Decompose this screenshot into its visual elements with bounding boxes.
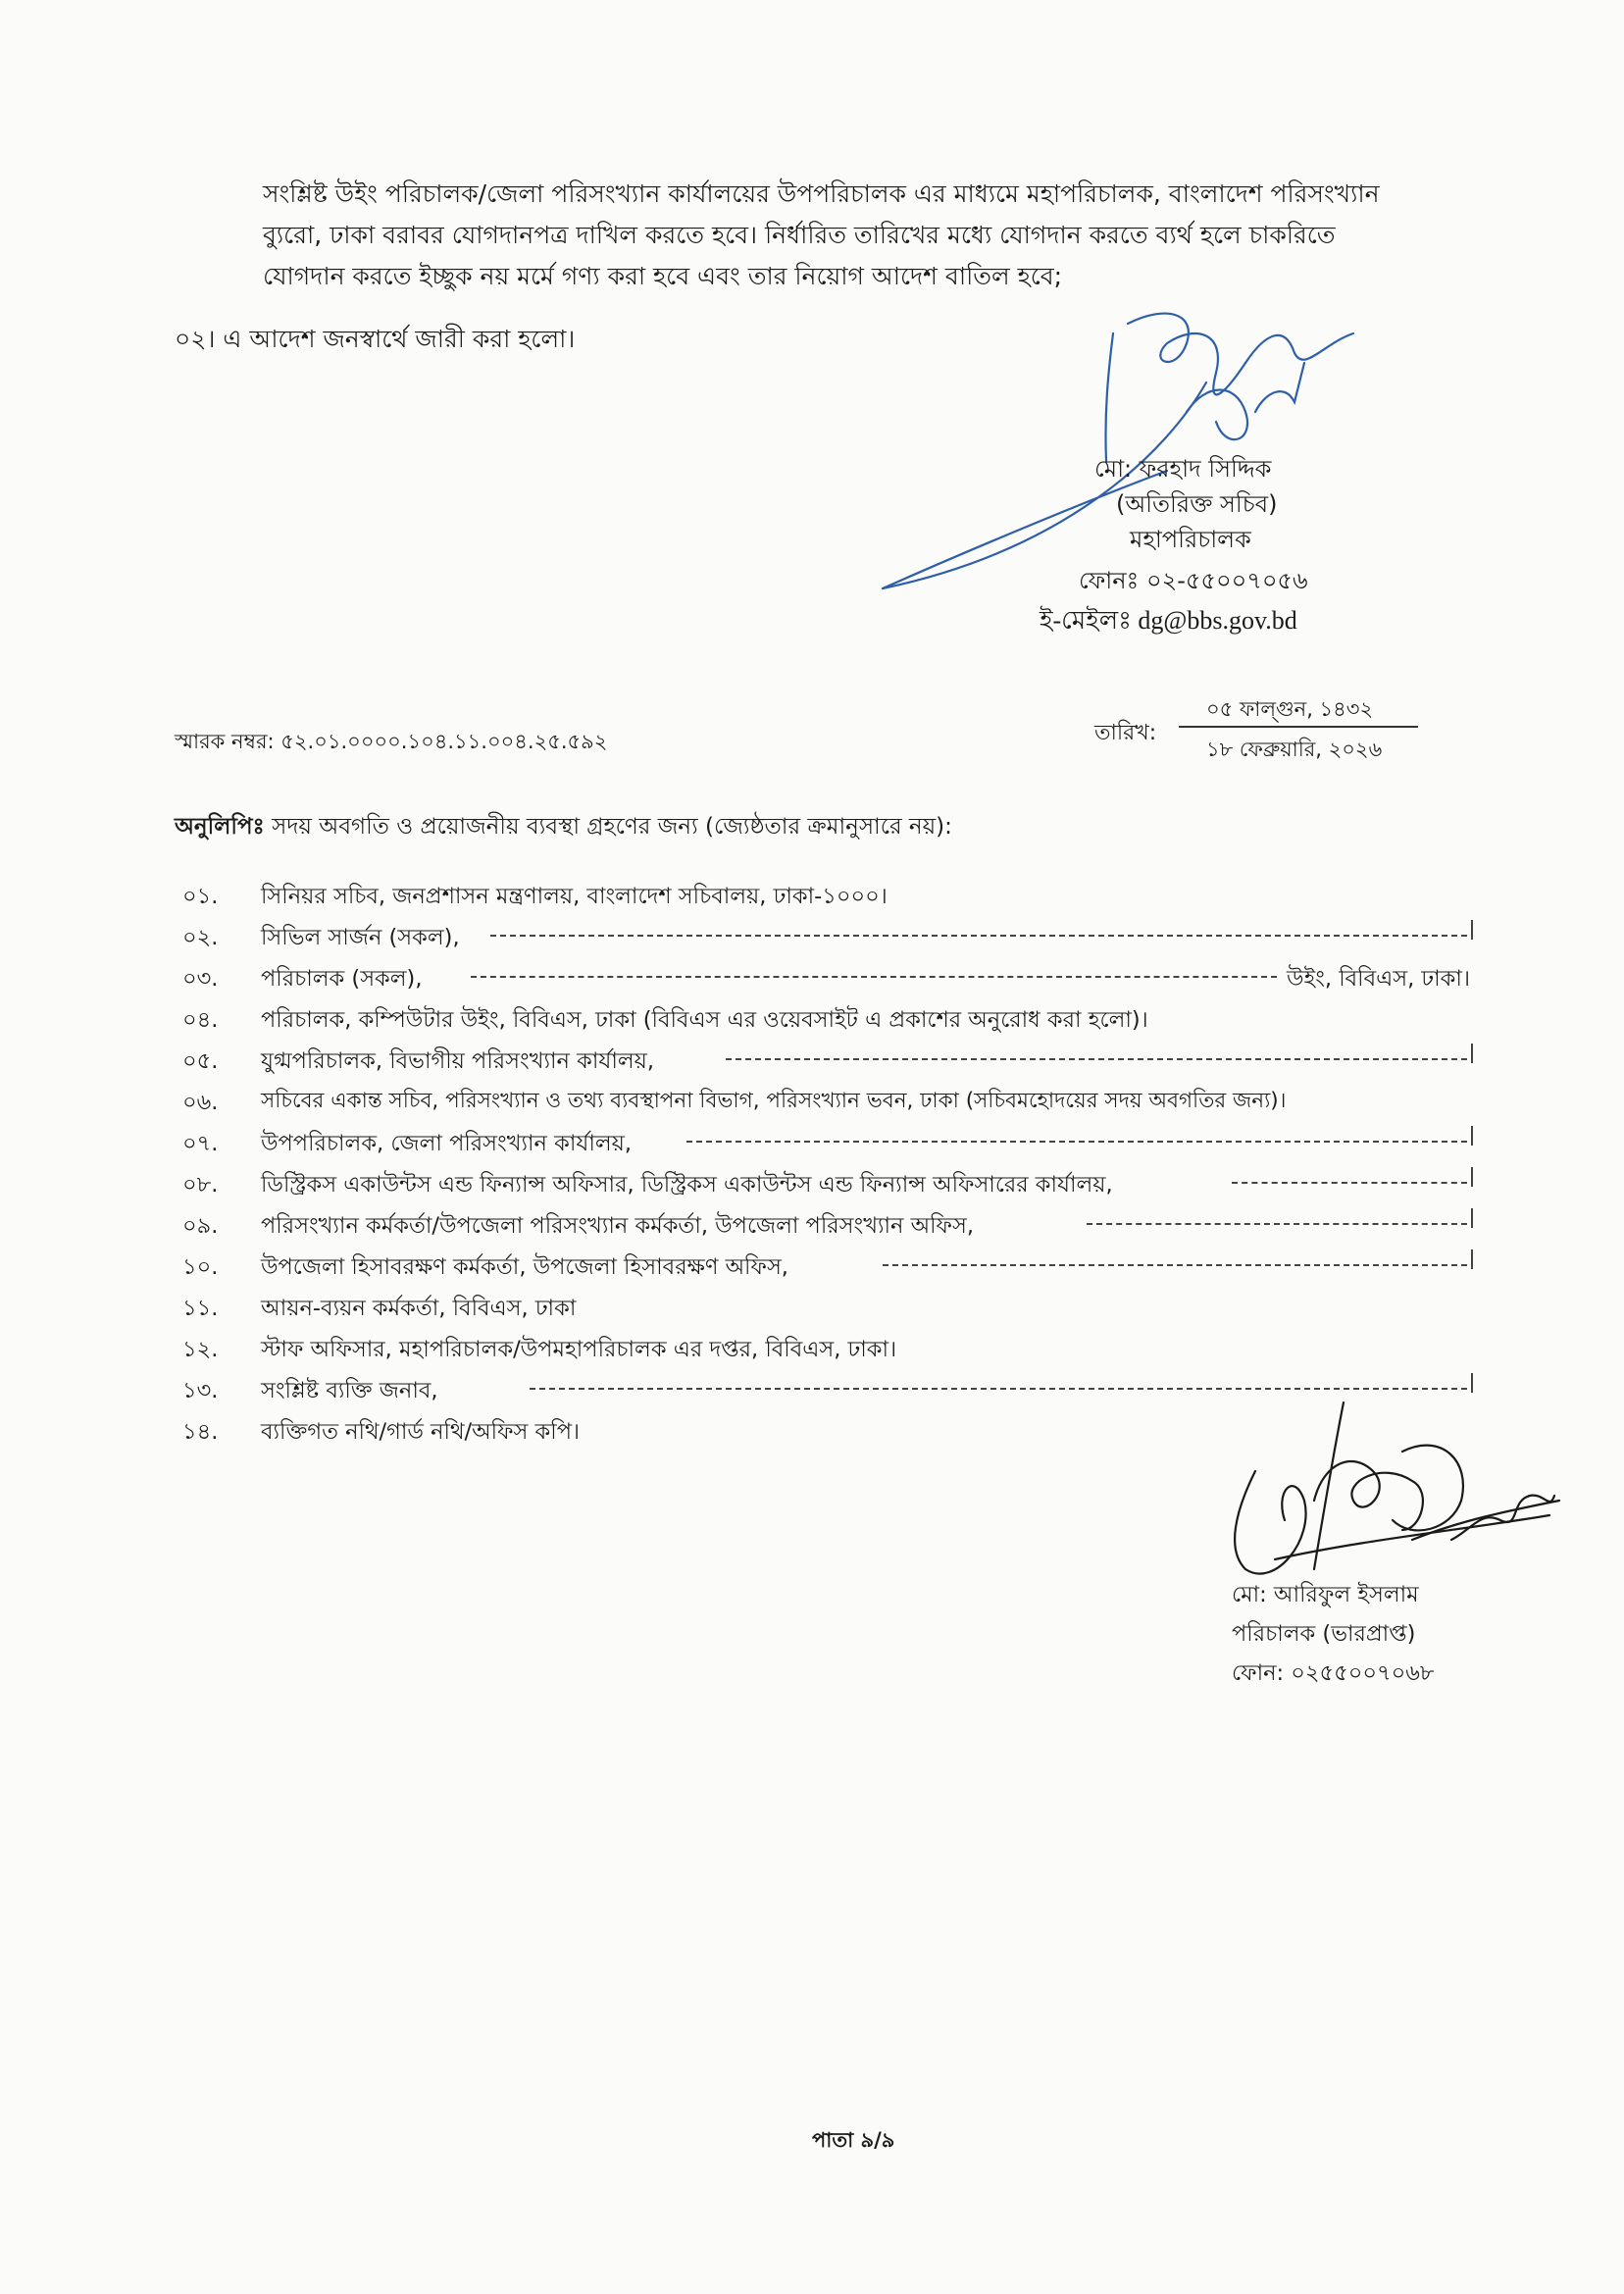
fill-line-end	[1471, 1373, 1473, 1393]
list-item-text: আয়ন-ব্যয়ন কর্মকর্তা, বিবিএস, ঢাকা	[261, 1296, 577, 1321]
fill-line	[726, 1058, 1467, 1060]
fill-line-end	[1471, 1167, 1473, 1187]
list-item-number: ০১.	[182, 884, 219, 909]
signature-1-stroke	[1255, 363, 1304, 412]
list-item-number: ০৭.	[182, 1131, 219, 1156]
copy-heading	[175, 808, 952, 846]
order-statement: ০২। এ আদেশ জনস্বার্থে জারী করা হলো।	[175, 325, 576, 353]
memo-number: স্মারক নম্বর: ৫২.০১.০০০০.১০৪.১১.০০৪.২৫.৫৯২	[175, 730, 608, 753]
copy-heading-text: সদয় অবগতি ও প্রয়োজনীয় ব্যবস্থা গ্রহণের জন্য (জ্যেষ্ঠতার ক্রমানুসারে নয়):	[264, 814, 952, 840]
copy-heading-label: অনুলিপিঃ	[175, 814, 265, 840]
fill-line-end	[1471, 920, 1473, 940]
signatory-2-name: মো: আরিফুল ইসলাম	[1232, 1582, 1419, 1607]
fill-line-end	[1471, 1208, 1473, 1228]
date-label: তারিখ:	[1094, 721, 1157, 745]
list-item-text: উপজেলা হিসাবরক্ষণ কর্মকর্তা, উপজেলা হিসাবরক্ষণ অফিস,	[261, 1254, 788, 1280]
fill-line-end	[1471, 1249, 1473, 1269]
signatory-1-title: মহাপরিচালক	[1130, 526, 1251, 553]
page-number: পাতা ৯/৯	[812, 2128, 895, 2152]
list-item-text: সংশ্লিষ্ট ব্যক্তি জনাব,	[261, 1378, 438, 1403]
signatory-1-name: মো: ফরহাদ সিদ্দিক	[1094, 455, 1272, 483]
paragraph-line: যোগদান করতে ইচ্ছুক নয় মর্মে গণ্য করা হবে এবং তার নিয়োগ আদেশ বাতিল হবে;	[263, 262, 1063, 290]
signature-1-stroke	[1128, 314, 1245, 395]
fill-line	[471, 976, 1277, 978]
date-divider	[1179, 726, 1418, 728]
signatory-1-phone: ফোনঃ ০২-৫৫০০৭০৫৬	[1079, 567, 1308, 594]
fill-line	[490, 935, 1467, 937]
list-item-text: সিভিল সার্জন (সকল),	[261, 925, 460, 950]
list-item-text: সিনিয়র সচিব, জনপ্রশাসন মন্ত্রণালয়, বাংলাদেশ সচিবালয়, ঢাকা-১০০০।	[261, 884, 888, 909]
list-item-number: ১৩.	[182, 1378, 219, 1403]
fill-line	[883, 1264, 1467, 1266]
list-item-number: ০৪.	[182, 1007, 219, 1033]
signature-2-stroke	[1393, 1446, 1463, 1531]
list-item-text: স্টাফ অফিসার, মহাপরিচালক/উপমহাপরিচালক এর দপ্তর, বিবিএস, ঢাকা।	[261, 1337, 897, 1362]
list-item-number: ০৮.	[182, 1172, 219, 1198]
fill-line	[1087, 1223, 1467, 1225]
signatory-2-title: পরিচালক (ভারপ্রাপ্ত)	[1232, 1621, 1416, 1647]
list-item-text: যুগ্মপরিচালক, বিভাগীয় পরিসংখ্যান কার্যালয়,	[261, 1048, 655, 1074]
signature-2	[1216, 1393, 1569, 1599]
fill-line-end	[1471, 1044, 1473, 1063]
list-item-text: ব্যক্তিগত নথি/গার্ড নথি/অফিস কপি।	[261, 1419, 581, 1445]
signatory-2-phone: ফোন: ০২৫৫০০৭০৬৮	[1232, 1660, 1435, 1686]
paragraph-line: ব্যুরো, ঢাকা বরাবর যোগদানপত্র দাখিল করতে হবে। নির্ধারিত তারিখের মধ্যে যোগদান করতে ব্যর্থ হলে চাকরিতে	[263, 221, 1336, 249]
list-item-number: ১০.	[182, 1254, 219, 1280]
list-item-number: ০৫.	[182, 1048, 219, 1074]
fill-line-end	[1471, 1126, 1473, 1146]
signature-2-stroke	[1412, 1501, 1559, 1540]
list-item-number: ১৪.	[182, 1419, 219, 1445]
list-item-number: ১২.	[182, 1337, 219, 1362]
list-item-number: ১১.	[182, 1296, 219, 1321]
signatory-1-email: ই-মেইলঃ dg@bbs.gov.bd	[1040, 606, 1297, 635]
date-bangla: ০৫ ফাল্গুন, ১৪৩২	[1206, 697, 1374, 721]
fill-line	[1232, 1182, 1467, 1184]
paragraph-line: সংশ্লিষ্ট উইং পরিচালক/জেলা পরিসংখ্যান কার্যালয়ের উপপরিচালক এর মাধ্যমে মহাপরিচালক, বাংলাদেশ পরিসংখ্যান	[263, 179, 1380, 208]
signature-2-stroke	[1235, 1471, 1305, 1574]
signatory-1-designation: (অতিরিক্ত সচিব)	[1116, 490, 1278, 518]
date-gregorian: ১৮ ফেব্রুয়ারি, ২০২৬	[1206, 738, 1383, 761]
list-item-text: ডিস্ট্রিকস একাউন্টস এন্ড ফিন্যান্স অফিসার, ডিস্ট্রিকস একাউন্টস এন্ড ফিন্যান্স অফিসারের কার্যালয়,	[261, 1172, 1113, 1198]
list-item-suffix: উইং, বিবিএস, ঢাকা।	[1287, 966, 1470, 992]
list-item-number: ০৩.	[182, 966, 219, 992]
signature-1-stroke	[1105, 333, 1113, 461]
list-item-number: ০৬.	[182, 1090, 219, 1115]
list-item-text: পরিচালক (সকল),	[261, 966, 423, 992]
list-item-text: উপপরিচালক, জেলা পরিসংখ্যান কার্যালয়,	[261, 1131, 633, 1156]
fill-line	[530, 1388, 1467, 1390]
signature-1-stroke	[1245, 333, 1353, 363]
signature-1-stroke	[1187, 390, 1247, 440]
fill-line	[686, 1141, 1467, 1143]
list-item-number: ০২.	[182, 925, 219, 950]
list-item-text: সচিবের একান্ত সচিব, পরিসংখ্যান ও তথ্য ব্যবস্থাপনা বিভাগ, পরিসংখ্যান ভবন, ঢাকা (সচিবমহোদয়ের সদয় অবগতির জন্য)।	[261, 1089, 1287, 1113]
list-item-text: পরিসংখ্যান কর্মকর্তা/উপজেলা পরিসংখ্যান কর্মকর্তা, উপজেলা পরিসংখ্যান অফিস,	[261, 1213, 974, 1239]
list-item-text: পরিচালক, কম্পিউটার উইং, বিবিএস, ঢাকা (বিবিএস এর ওয়েবসাইট এ প্রকাশের অনুরোধ করা হলো)।	[261, 1007, 1148, 1033]
list-item-number: ০৯.	[182, 1213, 219, 1239]
